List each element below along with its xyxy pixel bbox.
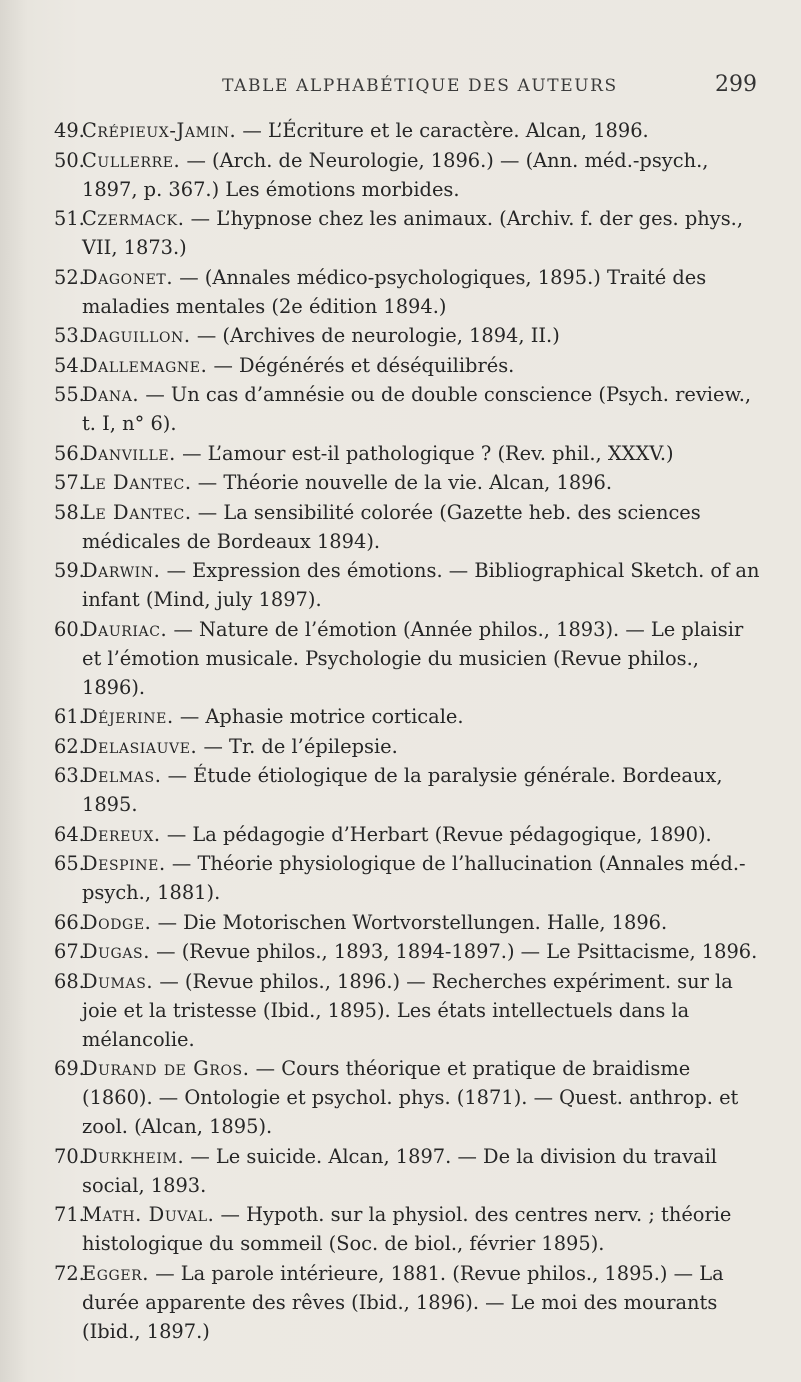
entry-text: — Tr. de l’épilepsie. [197,734,398,758]
entry-author: Darwin. [82,559,161,582]
entry-text: — (Archives de neurologie, 1894, II.) [190,324,560,347]
entry-number: 70. [54,1144,85,1168]
running-title: TABLE ALPHABÉTIQUE DES AUTEURS [222,76,618,96]
entry-number: 63. [54,764,85,787]
entry-author: Dagonet. [82,265,174,289]
index-entry [54,556,766,614]
entry-author: Le Dantec. [82,471,192,494]
entry-text: — (Arch. de Neurologie, 1896.) — (Ann. méd.-psych., 1897, p. 367.) Les émotions morbides. [82,148,709,201]
entry-text: — Théorie nouvelle de la vie. Alcan, 1896. [191,471,613,494]
entry-text: — Le suicide. Alcan, 1897. — De la division du travail social, 1893. [82,1144,717,1197]
entry-number: 72. [54,1261,85,1285]
entry-number: 52. [54,265,85,289]
index-entry [54,1142,766,1200]
index-entry [54,468,766,497]
entry-number: 68. [54,969,85,993]
entry-number: 60. [54,617,85,641]
entry-number: 55. [54,383,85,406]
entry-number: 56. [54,441,85,465]
index-entry [54,116,766,145]
entry-text: — Hypoth. sur la physiol. des centres nerv. ; théorie histologique du sommeil (Soc. de biol., février 1895). [82,1203,732,1255]
entry-text: — Cours théorique et pratique de braidisme (1860). — Ontologie et psychol. phys. (1871). — Quest. anthrop. et zool. (Alcan, 1895). [82,1057,739,1138]
entry-author: Despine. [82,852,166,875]
entry-text: — Aphasie motrice corticale. [173,705,464,728]
index-entry [54,380,766,438]
index-entry [54,908,766,937]
entry-text: — Théorie physiologique de l’hallucination (Annales méd.-psych., 1881). [82,852,746,904]
entry-number: 59. [54,559,85,582]
entry-number: 64. [54,822,85,846]
entry-text: — (Revue philos., 1893, 1894-1897.) — Le Psittacisme, 1896. [150,940,758,963]
entry-author: Dallemagne. [82,353,208,377]
entry-number: 50. [54,148,85,172]
index-entry [54,1054,766,1141]
entry-number: 61. [54,705,85,728]
index-entry [54,498,766,556]
entry-number: 57. [54,471,85,494]
entry-text: — Expression des émotions. — Bibliographical Sketch. of an infant (Mind, july 1897). [82,559,760,611]
entry-number: 71. [54,1203,85,1226]
entry-text: — (Revue philos., 1896.) — Recherches expériment. sur la joie et la tristesse (Ibid., 1895). Les états intellectuels dans la mélancolie. [82,969,733,1051]
entry-author: Durand de Gros. [82,1057,250,1080]
entry-text: — Étude étiologique de la paralysie générale. Bordeaux, 1895. [82,764,723,816]
entry-text: — Nature de l’émotion (Année philos., 1893). — Le plaisir et l’émotion musicale. Psychologie du musicien (Revue philos., 1896). [82,617,744,699]
entry-text: — La sensibilité colorée (Gazette heb. des sciences médicales de Bordeaux 1894). [82,500,701,553]
entry-author: Durkheim. [82,1144,185,1168]
entry-author: Cullerre. [82,148,181,172]
author-index-list [54,116,766,1346]
index-entry [54,439,766,468]
entry-text: — Un cas d’amnésie ou de double conscience (Psych. review., t. I, n° 6). [82,383,752,435]
entry-author: Déjerine. [82,705,174,728]
entry-number: 65. [54,852,85,875]
entry-text: — L’amour est-il pathologique ? (Rev. phil., XXXV.) [175,441,674,465]
index-entry [54,967,766,1054]
entry-number: 51. [54,207,85,230]
entry-author: Dana. [82,383,140,406]
index-entry [54,849,766,907]
entry-number: 69. [54,1057,85,1080]
entry-author: Dereux. [82,822,161,846]
entry-text: — (Annales médico-psychologiques, 1895.) Traité des maladies mentales (2e édition 1894.) [82,265,707,318]
entry-author: Delmas. [82,764,162,787]
entry-number: 53. [54,324,85,347]
entry-author: Czermack. [82,207,185,230]
index-entry [54,937,766,966]
entry-text: — L’hypnose chez les animaux. (Archiv. f. der ges. phys., VII, 1873.) [82,207,743,259]
entry-text: — Die Motorischen Wortvorstellungen. Halle, 1896. [151,910,668,934]
page-header [120,60,757,97]
entry-author: Danville. [82,441,176,465]
entry-author: Egger. [82,1261,150,1285]
index-entry [54,263,766,321]
index-entry [54,1259,766,1346]
entry-author: Daguillon. [82,324,191,347]
entry-text: — La pédagogie d’Herbart (Revue pédagogique, 1890). [160,822,712,846]
entry-text: — L’Écriture et le caractère. Alcan, 1896. [236,119,649,142]
index-entry [54,146,766,204]
entry-author: Delasiauve. [82,734,198,758]
index-entry [54,204,766,262]
index-entry [54,1200,766,1258]
entry-author: Crépieux-Jamin. [82,119,237,142]
entry-number: 58. [54,500,85,524]
entry-number: 66. [54,910,85,934]
entry-author: Dodge. [82,910,152,934]
entry-author: Dauriac. [82,617,168,641]
index-entry [54,615,766,702]
entry-number: 62. [54,734,85,758]
entry-text: — La parole intérieure, 1881. (Revue philos., 1895.) — La durée apparente des rêves (Ibid., 1896). — Le moi des mourants (Ibid., 1897.) [82,1261,724,1343]
entry-author: Le Dantec. [82,500,192,524]
entry-author: Dumas. [82,969,154,993]
entry-author: Dugas. [82,940,150,963]
entry-number: 54. [54,353,85,377]
page-number: 299 [715,72,757,97]
index-entry [54,351,766,380]
index-entry [54,761,766,819]
index-entry [54,820,766,849]
entry-number: 67. [54,940,85,963]
entry-number: 49. [54,119,85,142]
index-entry [54,732,766,761]
entry-author: Math. Duval. [82,1203,215,1226]
index-entry [54,702,766,731]
entry-text: — Dégénérés et déséquilibrés. [207,353,515,377]
index-entry [54,321,766,350]
